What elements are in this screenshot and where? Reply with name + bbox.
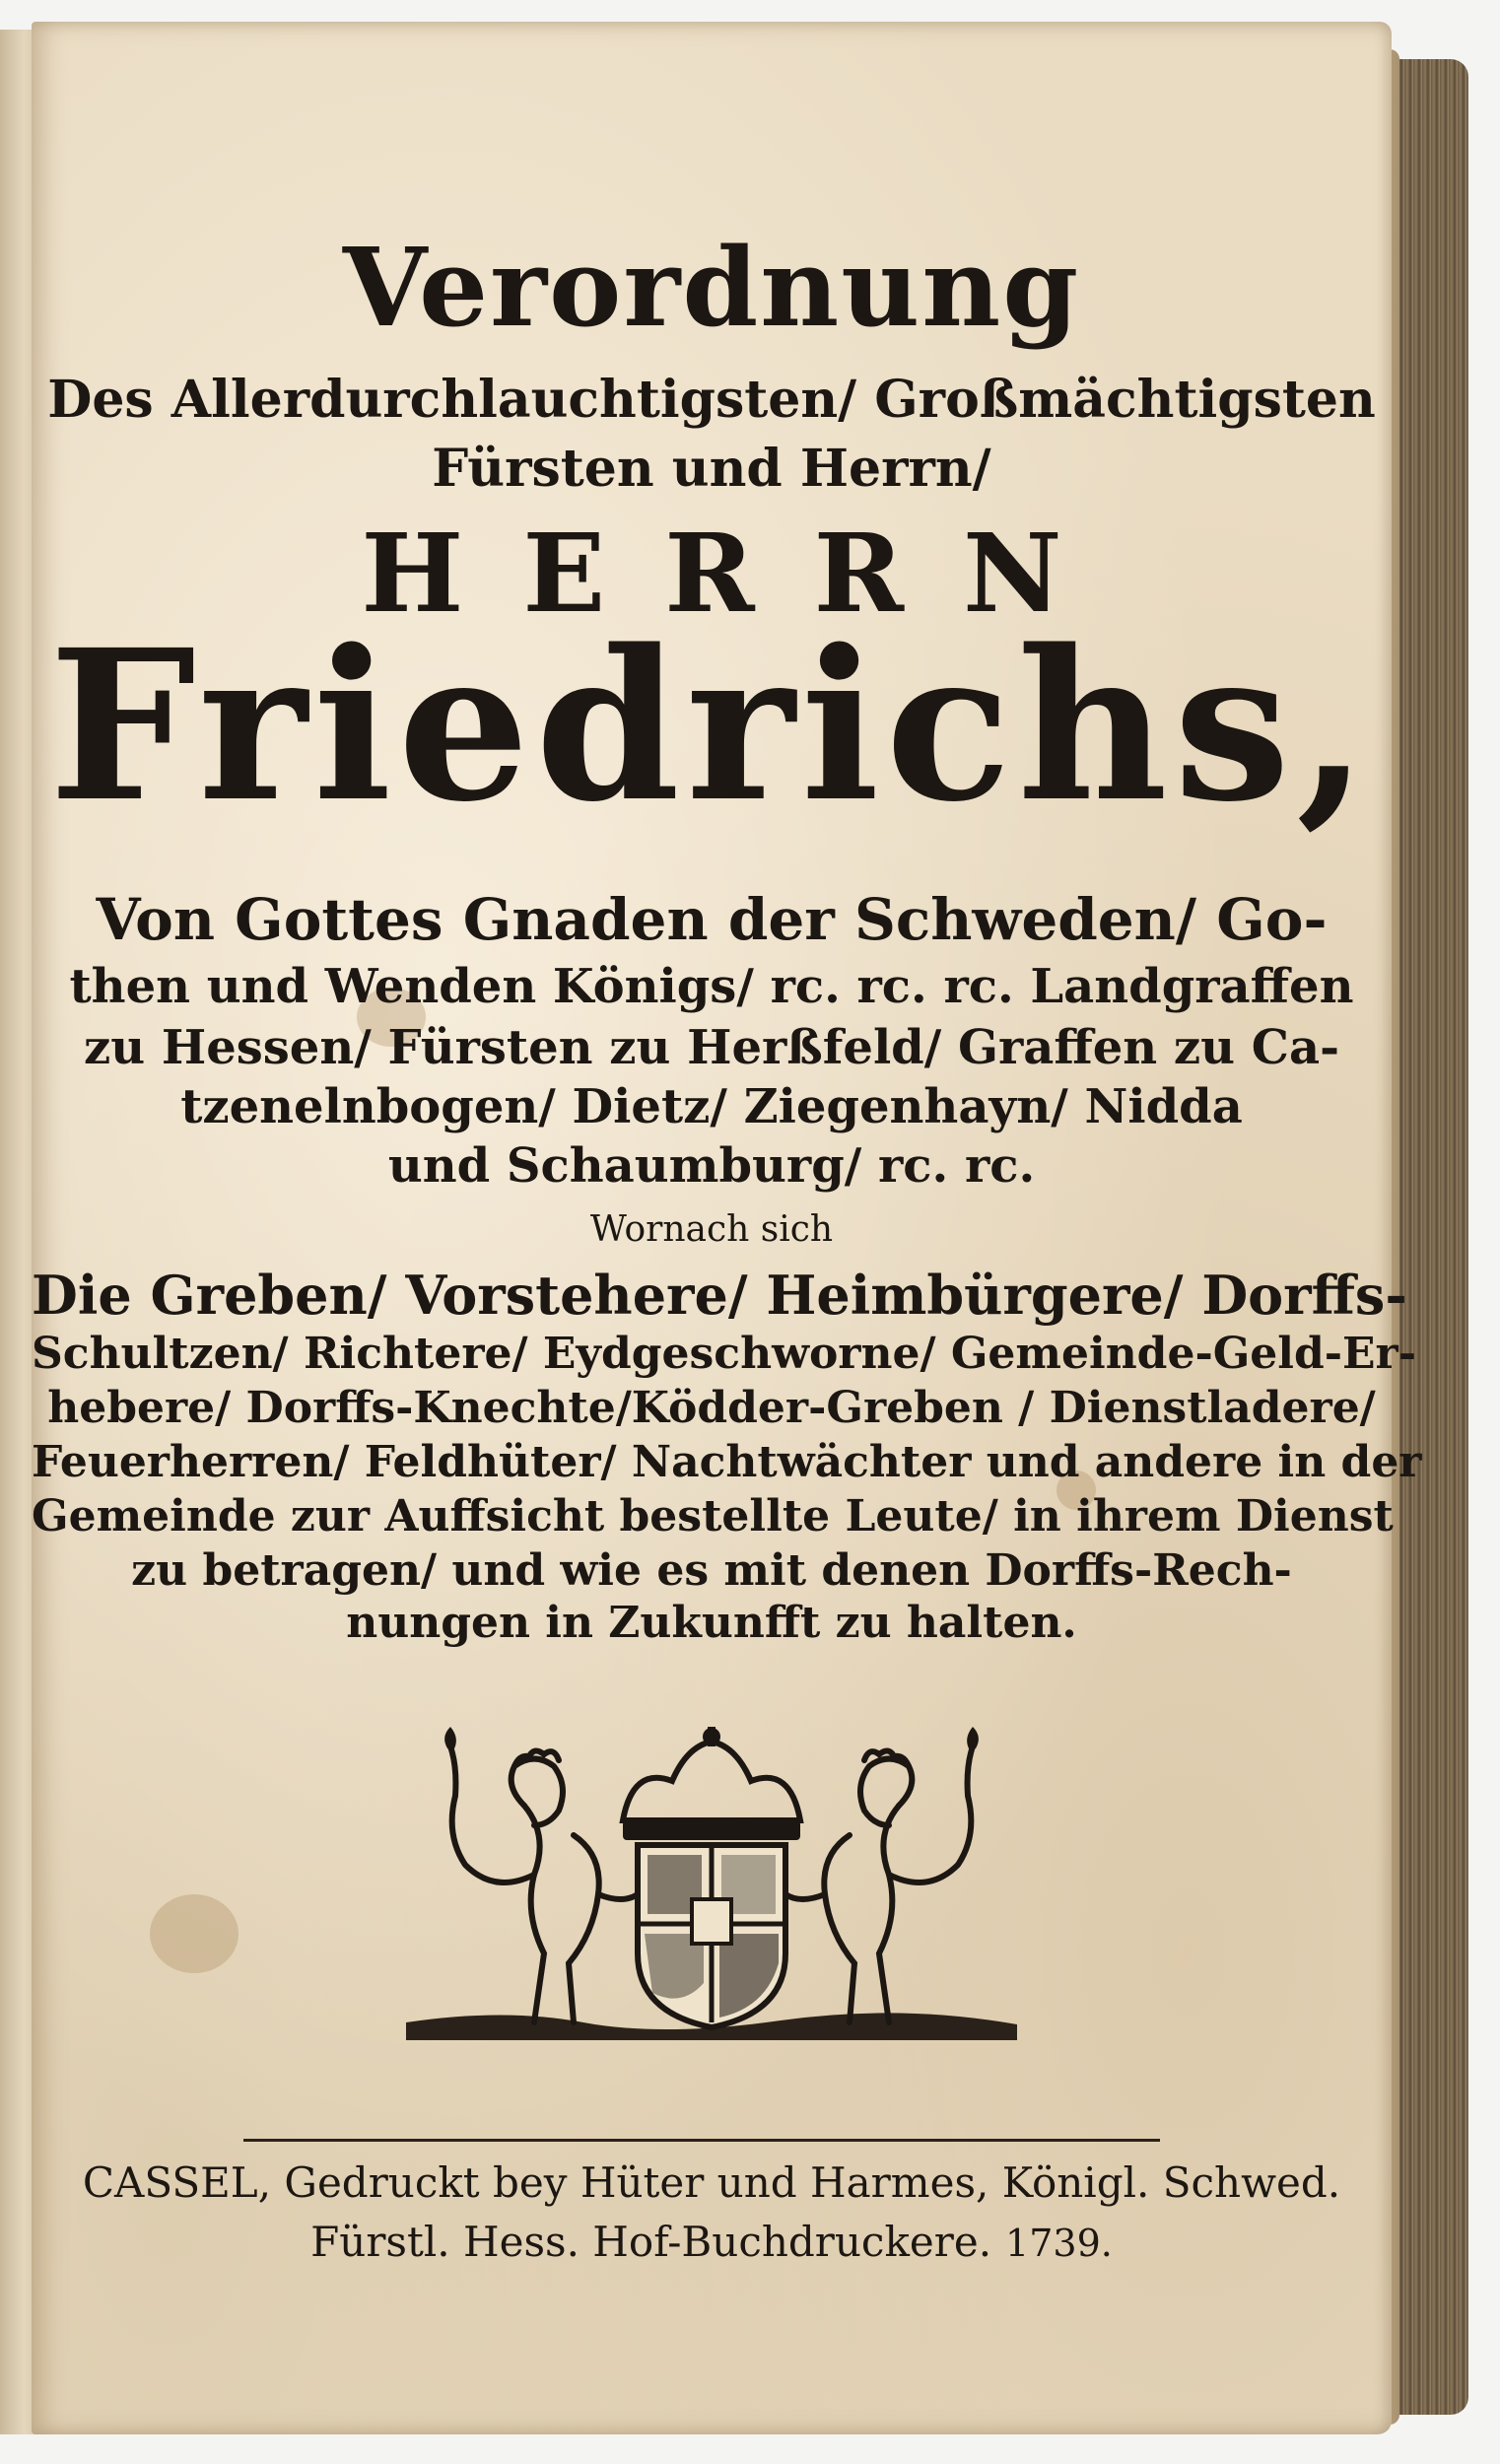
conduct-line: zu betragen/ und wie es mit denen Dorffs-Rech- — [131, 1545, 1292, 1596]
coat-of-arms-icon — [386, 1727, 1037, 2062]
imprint-printer: Fürstl. Hess. Hof-Buchdruckere. — [310, 2218, 992, 2266]
conduct-line: nungen in Zukunfft zu halten. — [346, 1598, 1077, 1648]
body-line: tzenelnbogen/ Dietz/ Ziegenhayn/ Nidda — [180, 1079, 1243, 1134]
subtitle-line-2: Fürsten und Herrn/ — [432, 439, 991, 499]
herrn-heading: HERRN — [361, 510, 1122, 637]
document-title: Verordnung — [342, 224, 1081, 351]
wornach-line: Wornach sich — [589, 1209, 834, 1250]
body-line: zu Hessen/ Fürsten zu Herßfeld/ Graffen zu Ca- — [83, 1020, 1339, 1075]
subtitle-line-1: Des Allerdurchlauchtigsten/ Großmächtigsten — [47, 370, 1376, 430]
body-line: Von Gottes Gnaden der Schweden/ Go- — [96, 886, 1328, 953]
conduct-line: hebere/ Dorffs-Knechte/Ködder-Greben / Dienstladere/ — [47, 1383, 1376, 1433]
ruler-name: Friedrichs, — [48, 604, 1375, 848]
conduct-line: Schultzen/ Richtere/ Eydgeschworne/ Gemeinde-Geld-Er- — [32, 1329, 1416, 1379]
imprint-line-1: CASSEL, Gedruckt bey Hüter und Harmes, Königl. Schwed. — [82, 2158, 1341, 2207]
imprint-line-2 — [32, 2218, 1392, 2266]
body-line: then und Wenden Königs/ rc. rc. rc. Landgraffen — [69, 959, 1354, 1014]
body-line: und Schaumburg/ rc. rc. — [387, 1138, 1036, 1194]
title-page — [32, 22, 1422, 2434]
conduct-line: Feuerherren/ Feldhüter/ Nachtwächter und andere in der — [32, 1437, 1422, 1487]
foxing-spot — [150, 1894, 239, 1973]
conduct-line: Gemeinde zur Auffsicht bestellte Leute/ in ihrem Dienst — [32, 1491, 1394, 1541]
imprint-rule — [243, 2139, 1160, 2142]
conduct-line: Die Greben/ Vorstehere/ Heimbürgere/ Dorffs- — [32, 1264, 1407, 1327]
imprint-year: 1739. — [1005, 2222, 1113, 2265]
